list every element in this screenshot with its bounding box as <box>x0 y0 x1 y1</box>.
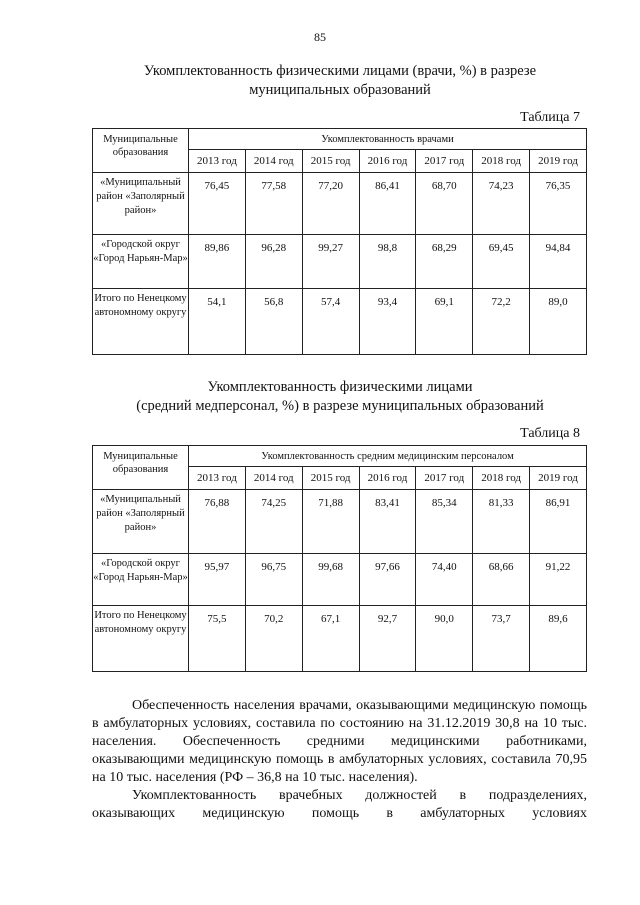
paragraph-2: Укомплектованность врачебных должностей в подразделениях, оказывающих медицинскую помощь в амбулаторных условиях <box>92 788 587 821</box>
table-cell: 97,66 <box>359 554 416 606</box>
year-header: 2015 год <box>302 467 359 490</box>
year-header: 2015 год <box>302 150 359 173</box>
table-cell: 68,29 <box>416 235 473 289</box>
table8 <box>92 445 587 672</box>
table-cell: 76,88 <box>189 490 246 554</box>
year-header: 2014 год <box>245 150 302 173</box>
municipality-header: Муниципальные образования <box>93 129 189 173</box>
table7 <box>92 128 587 355</box>
table-cell: 95,97 <box>189 554 246 606</box>
table-cell: 89,86 <box>189 235 246 289</box>
table7-label: Таблица 7 <box>520 110 580 125</box>
municipality-name: «Городской округ «Город Нарьян-Мар» <box>93 235 189 289</box>
table-cell: 76,45 <box>189 173 246 235</box>
table-cell: 85,34 <box>416 490 473 554</box>
table-cell: 90,0 <box>416 606 473 672</box>
year-header: 2014 год <box>245 467 302 490</box>
table8-title-line: (средний медперсонал, %) в разрезе муниципальных образований <box>136 398 544 414</box>
table-cell: 89,6 <box>530 606 587 672</box>
municipality-name: «Муниципальный район «Заполярный район» <box>93 173 189 235</box>
table-cell: 96,75 <box>245 554 302 606</box>
body-text <box>92 697 587 823</box>
table-cell: 96,28 <box>245 235 302 289</box>
table8-title <box>80 378 600 416</box>
table-cell: 68,66 <box>473 554 530 606</box>
table-cell: 67,1 <box>302 606 359 672</box>
table8-title-line: Укомплектованность физическими лицами <box>207 379 473 395</box>
table-cell: 77,20 <box>302 173 359 235</box>
table-row <box>93 289 587 355</box>
year-header: 2013 год <box>189 467 246 490</box>
table-cell: 99,27 <box>302 235 359 289</box>
municipality-name: Итого по Ненецкому автономному округу <box>93 606 189 672</box>
table-cell: 56,8 <box>245 289 302 355</box>
table-cell: 89,0 <box>530 289 587 355</box>
table-cell: 69,45 <box>473 235 530 289</box>
table-cell: 71,88 <box>302 490 359 554</box>
table-cell: 70,2 <box>245 606 302 672</box>
year-header: 2018 год <box>473 467 530 490</box>
table-row <box>93 235 587 289</box>
municipality-header: Муниципальные образования <box>93 446 189 490</box>
paragraph-1: Обеспеченность населения врачами, оказывающими медицинскую помощь в амбулаторных условиях, составила по состоянию на 31.12.2019 30,8 на 10 тыс. населения. Обеспеченность средними медицинскими работниками, оказывающими медицинскую помощь в амбулаторных условиях, составила 70,95 на 10 тыс. населения (РФ – 36,8 на 10 тыс. населения). <box>92 698 587 785</box>
page-number: 85 <box>314 30 326 44</box>
table-cell: 73,7 <box>473 606 530 672</box>
table-row <box>93 173 587 235</box>
table-row <box>93 490 587 554</box>
table-cell: 74,25 <box>245 490 302 554</box>
table-cell: 69,1 <box>416 289 473 355</box>
table-cell: 83,41 <box>359 490 416 554</box>
table-cell: 81,33 <box>473 490 530 554</box>
table-cell: 92,7 <box>359 606 416 672</box>
table-cell: 86,91 <box>530 490 587 554</box>
staffing-header: Укомплектованность врачами <box>189 129 587 150</box>
table-cell: 98,8 <box>359 235 416 289</box>
table7-title-line: муниципальных образований <box>249 82 431 98</box>
table-cell: 74,23 <box>473 173 530 235</box>
table-cell: 74,40 <box>416 554 473 606</box>
table-cell: 72,2 <box>473 289 530 355</box>
table-cell: 57,4 <box>302 289 359 355</box>
staffing-header: Укомплектованность средним медицинским персоналом <box>189 446 587 467</box>
table-cell: 94,84 <box>530 235 587 289</box>
table-row <box>93 554 587 606</box>
year-header: 2013 год <box>189 150 246 173</box>
table7-title <box>80 62 600 100</box>
table-cell: 86,41 <box>359 173 416 235</box>
year-header: 2018 год <box>473 150 530 173</box>
table7-title-line: Укомплектованность физическими лицами (врачи, %) в разрезе <box>143 63 537 79</box>
year-header: 2016 год <box>359 467 416 490</box>
year-header: 2019 год <box>530 467 587 490</box>
table-cell: 91,22 <box>530 554 587 606</box>
table-cell: 54,1 <box>189 289 246 355</box>
table-cell: 93,4 <box>359 289 416 355</box>
table-cell: 77,58 <box>245 173 302 235</box>
municipality-name: «Городской округ «Город Нарьян-Мар» <box>93 554 189 606</box>
year-header: 2017 год <box>416 467 473 490</box>
table-cell: 76,35 <box>530 173 587 235</box>
municipality-name: Итого по Ненецкому автономному округу <box>93 289 189 355</box>
municipality-name: «Муниципальный район «Заполярный район» <box>93 490 189 554</box>
year-header: 2016 год <box>359 150 416 173</box>
table-cell: 68,70 <box>416 173 473 235</box>
table-cell: 75,5 <box>189 606 246 672</box>
year-header: 2017 год <box>416 150 473 173</box>
table-row <box>93 606 587 672</box>
table8-label: Таблица 8 <box>520 426 580 441</box>
table-cell: 99,68 <box>302 554 359 606</box>
year-header: 2019 год <box>530 150 587 173</box>
